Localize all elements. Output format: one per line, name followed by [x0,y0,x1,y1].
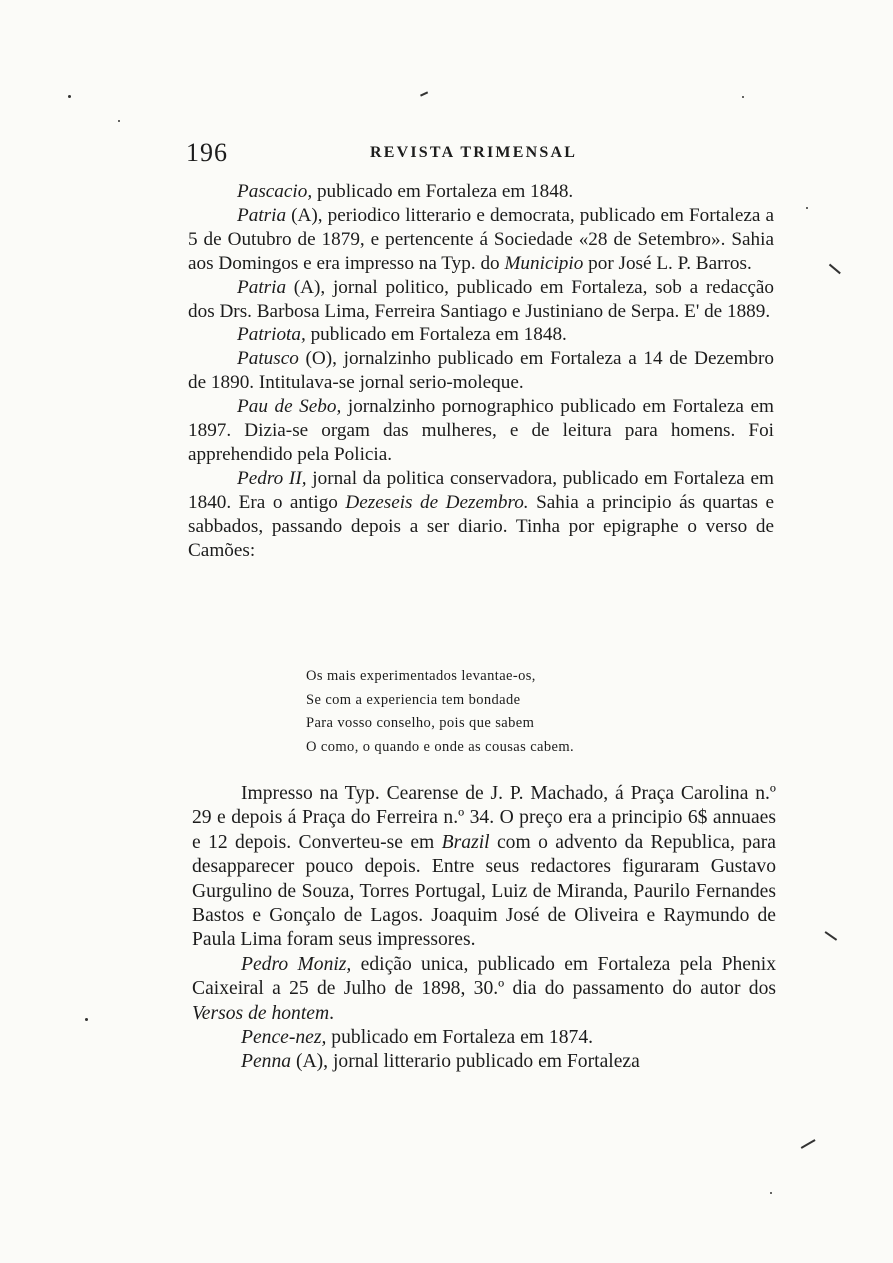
scan-mark [801,1139,816,1148]
entry-text: por José L. P. Barros. [583,252,752,274]
verse-quote [306,665,574,759]
scan-mark [825,931,837,940]
entry-text: (O), jornalzinho publicado em Fortaleza a 14 de Dezembro de 1890. Intitulava-se jornal serio-moleque. [188,348,774,394]
entry-patria-1889 [188,276,774,324]
scan-mark [829,264,841,274]
entry-italic: Municipio [504,252,584,274]
entry-text: publicado em Fortaleza em 1848. [312,181,574,202]
page-number: 196 [186,138,228,167]
verse-line: Os mais experimentados levantae-os, [306,668,536,684]
scan-mark [420,91,428,96]
entry-title: Patusco [237,348,299,370]
entry-title: Pedro II, [237,467,307,489]
entry-text: jornalzinho pornographico publicado em Fortaleza em 1897. Dizia-se orgam das mulheres, e de leitura para homens. Foi apprehendido pela Policia. [188,396,774,465]
running-title: REVISTA TRIMENSAL [370,144,578,161]
entry-title: Pedro Moniz, [241,953,352,975]
entry-pedro-moniz [192,953,776,1026]
entry-patusco [188,347,774,395]
paragraph-text: com o advento da Republica, para desapparecer pouco depois. Entre seus redactores figuraram Gustavo Gurgulino de Souza, Torres Portugal, Luiz de Miranda, Paurilo Fernandes Bastos e Gonçalo de Lagos. Joaquim José de Oliveira e Raymundo de Paula Lima foram seus impressores. [192,831,776,951]
entry-patria-1879 [188,204,774,276]
scan-speck [85,1018,88,1021]
scan-speck [742,96,744,98]
entry-italic: Brazil [441,831,490,853]
scan-speck [68,95,71,98]
entry-text: . [329,1002,335,1024]
entry-title: Pau de Sebo, [237,396,342,418]
entry-text: edição unica, publicado em Fortaleza pela Phenix Caixeiral a 25 de Julho de 1898, 30.º dia do passamento do autor dos [192,953,776,1000]
entry-italic: Versos de hontem [192,1002,330,1024]
verse-line: Para vosso conselho, pois que sabem [306,715,535,732]
pedro-ii-continuation [192,782,776,953]
entry-text: (A), jornal politico, publicado em Fortaleza, sob a redacção dos Drs. Barbosa Lima, Ferreira Santiago e Justiniano de Serpa. E' de 1889. [188,276,774,322]
entry-title: Penna [241,1051,292,1073]
scan-speck [806,207,808,209]
paragraph-text: Impresso na Typ. Cearense de J. P. Machado, á Praça Carolina n.º 29 e depois á Praça do Ferreira n.º 34. O preço era a principio 6$ annuaes e 12 depois. Converteu-se em [192,783,776,853]
continuation-block [192,782,776,1075]
scan-speck [118,120,120,122]
entry-text: jornal da politica conservadora, publicado em Fortaleza em 1840. Era o antigo [188,467,774,513]
page-header [186,138,776,174]
entry-title: Patriota, [237,324,306,346]
entry-pence-nez [192,1026,776,1050]
entry-text: publicado em Fortaleza em 1848. [305,324,567,346]
entry-text: (A), jornal litterario publicado em Fortaleza [291,1051,640,1073]
entry-title: Pence-nez, [241,1027,327,1049]
entry-pau-de-sebo [188,395,774,467]
entry-italic: Dezeseis de Dezembro. [345,491,529,513]
entry-patriota [188,323,774,347]
entry-pedro-ii [188,467,774,563]
verse-line: O como, o quando e onde as cousas cabem. [306,738,575,755]
entry-title: Patria [237,204,287,226]
entry-title: Patria [237,276,287,298]
scan-speck [770,1192,772,1194]
entries-block [188,180,774,563]
entry-text: Sahia a principio ás quartas e sabbados, passando depois a ser diario. Tinha por epigraphe o verso de Camões: [188,491,774,561]
entry-pascacio [188,180,774,204]
entry-text: (A), periodico litterario e democrata, publicado em Fortaleza a 5 de Outubro de 1879, e pertencente á Sociedade «28 de Setembro». Sahia aos Domingos e era impresso na Typ. do [188,204,774,274]
entry-text: publicado em Fortaleza em 1874. [326,1027,594,1049]
entry-penna [192,1050,776,1074]
entry-title: Pascacio, [237,181,313,202]
verse-line: Se com a experiencia tem bondade [306,691,521,708]
